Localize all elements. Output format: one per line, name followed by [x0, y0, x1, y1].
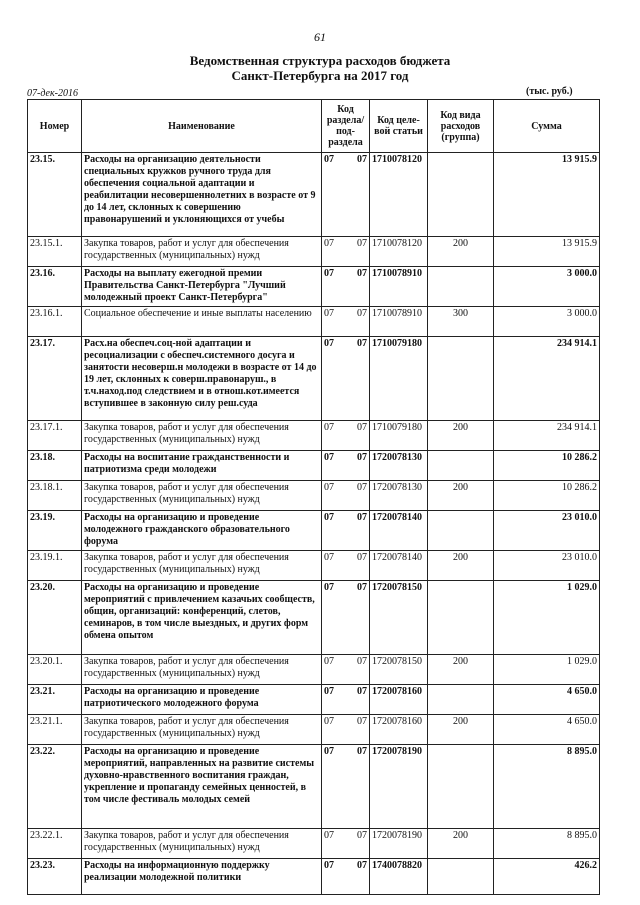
row-number: 23.21.1.: [28, 715, 82, 745]
row-expense-type-code: 200: [428, 655, 494, 685]
row-expense-type-code: 200: [428, 829, 494, 859]
row-expense-type-code: [428, 685, 494, 715]
row-target-code: 1720078160: [370, 715, 428, 745]
row-number: 23.19.1.: [28, 551, 82, 581]
row-name: Закупка товаров, работ и услуг для обеспечения государственных (муниципальных) нужд: [82, 655, 322, 685]
table-row: [28, 745, 600, 829]
subsection-code: 07: [357, 860, 367, 871]
row-number: 23.16.1.: [28, 307, 82, 337]
document-title: [0, 53, 640, 83]
row-section-code: [322, 421, 370, 451]
row-expense-type-code: [428, 511, 494, 551]
subsection-code: 07: [357, 686, 367, 697]
row-number: 23.22.: [28, 745, 82, 829]
row-section-code: [322, 337, 370, 421]
section-code: 07: [324, 552, 334, 563]
row-target-code: 1710079180: [370, 421, 428, 451]
row-target-code: 1710078910: [370, 267, 428, 307]
row-amount: 234 914.1: [494, 421, 600, 451]
row-expense-type-code: [428, 153, 494, 237]
section-code: 07: [324, 268, 334, 279]
row-number: 23.19.: [28, 511, 82, 551]
row-section-code: [322, 511, 370, 551]
table-row: [28, 307, 600, 337]
row-section-code: [322, 451, 370, 481]
row-name: Закупка товаров, работ и услуг для обеспечения государственных (муниципальных) нужд: [82, 237, 322, 267]
row-expense-type-code: 200: [428, 551, 494, 581]
row-number: 23.22.1.: [28, 829, 82, 859]
subsection-code: 07: [357, 238, 367, 249]
row-name: Расходы на организацию и проведение патриотического молодежного форума: [82, 685, 322, 715]
row-name: Расходы на организацию и проведение мероприятий, направленных на развитие системы духовно-нравственного воспитания граждан, укрепление и пропаганду семейных ценностей, в том числе фестиваль молодых семей: [82, 745, 322, 829]
section-code: 07: [324, 830, 334, 841]
row-target-code: 1710078910: [370, 307, 428, 337]
subsection-code: 07: [357, 830, 367, 841]
row-number: 23.18.: [28, 451, 82, 481]
row-name: Социальное обеспечение и иные выплаты населению: [82, 307, 322, 337]
row-name: Расходы на воспитание гражданственности и патриотизма среди молодежи: [82, 451, 322, 481]
row-amount: 234 914.1: [494, 337, 600, 421]
subsection-code: 07: [357, 552, 367, 563]
row-expense-type-code: [428, 581, 494, 655]
row-section-code: [322, 481, 370, 511]
section-code: 07: [324, 238, 334, 249]
subsection-code: 07: [357, 716, 367, 727]
section-code: 07: [324, 452, 334, 463]
section-code: 07: [324, 154, 334, 165]
table-row: [28, 421, 600, 451]
row-name: Расходы на выплату ежегодной премии Правительства Санкт-Петербурга "Лучший молодежный проект Санкт-Петербурга": [82, 267, 322, 307]
row-amount: 10 286.2: [494, 481, 600, 511]
subsection-code: 07: [357, 268, 367, 279]
subsection-code: 07: [357, 746, 367, 757]
row-number: 23.17.: [28, 337, 82, 421]
row-amount: 1 029.0: [494, 655, 600, 685]
subsection-code: 07: [357, 656, 367, 667]
row-section-code: [322, 715, 370, 745]
section-code: 07: [324, 482, 334, 493]
row-number: 23.20.: [28, 581, 82, 655]
row-amount: 3 000.0: [494, 307, 600, 337]
table-row: [28, 551, 600, 581]
subsection-code: 07: [357, 154, 367, 165]
row-expense-type-code: [428, 745, 494, 829]
section-code: 07: [324, 512, 334, 523]
row-target-code: 1710078120: [370, 237, 428, 267]
table-row: [28, 829, 600, 859]
row-number: 23.16.: [28, 267, 82, 307]
row-amount: 4 650.0: [494, 685, 600, 715]
row-target-code: 1710078120: [370, 153, 428, 237]
budget-table: [27, 99, 600, 895]
row-number: 23.23.: [28, 859, 82, 895]
section-code: 07: [324, 308, 334, 319]
row-target-code: 1740078820: [370, 859, 428, 895]
row-amount: 8 895.0: [494, 745, 600, 829]
table-header: [28, 100, 600, 153]
units-label: (тыс. руб.): [526, 86, 573, 97]
row-expense-type-code: [428, 267, 494, 307]
subsection-code: 07: [357, 512, 367, 523]
row-section-code: [322, 859, 370, 895]
section-code: 07: [324, 686, 334, 697]
section-code: 07: [324, 746, 334, 757]
row-target-code: 1720078150: [370, 581, 428, 655]
row-amount: 23 010.0: [494, 551, 600, 581]
row-expense-type-code: 200: [428, 237, 494, 267]
row-target-code: 1710079180: [370, 337, 428, 421]
row-expense-type-code: 200: [428, 421, 494, 451]
header-csr: Код целе- вой статьи: [370, 100, 428, 153]
row-target-code: 1720078190: [370, 745, 428, 829]
row-name: Закупка товаров, работ и услуг для обеспечения государственных (муниципальных) нужд: [82, 715, 322, 745]
section-code: 07: [324, 338, 334, 349]
row-name: Расходы на информационную поддержку реализации молодежной политики: [82, 859, 322, 895]
table-row: [28, 511, 600, 551]
table-row: [28, 715, 600, 745]
row-amount: 426.2: [494, 859, 600, 895]
section-code: 07: [324, 716, 334, 727]
title-line-2: Санкт-Петербурга на 2017 год: [231, 68, 409, 83]
row-section-code: [322, 267, 370, 307]
row-target-code: 1720078140: [370, 551, 428, 581]
row-section-code: [322, 307, 370, 337]
row-section-code: [322, 581, 370, 655]
row-amount: 8 895.0: [494, 829, 600, 859]
title-line-1: Ведомственная структура расходов бюджета: [189, 53, 451, 68]
table-row: [28, 237, 600, 267]
section-code: 07: [324, 860, 334, 871]
table-row: [28, 685, 600, 715]
table-row: [28, 581, 600, 655]
row-amount: 4 650.0: [494, 715, 600, 745]
row-name: Расх.на обеспеч.соц-ной адаптации и ресоциализации с обеспеч.системного досуга и занятости несоверш.н молодежи в возрасте от 14 до 19 лет, склонных к соверш.правонаруш., в т.ч.наход.под следствием и в отнош.кот.имеется вступившее в законную силу реш.суда: [82, 337, 322, 421]
row-section-code: [322, 685, 370, 715]
row-expense-type-code: [428, 859, 494, 895]
row-number: 23.15.1.: [28, 237, 82, 267]
row-amount: 1 029.0: [494, 581, 600, 655]
row-target-code: 1720078130: [370, 481, 428, 511]
section-code: 07: [324, 582, 334, 593]
table-row: [28, 451, 600, 481]
row-section-code: [322, 153, 370, 237]
table-row: [28, 267, 600, 307]
row-name: Расходы на организацию и проведение молодежного гражданского образовательного форума: [82, 511, 322, 551]
row-target-code: 1720078140: [370, 511, 428, 551]
subsection-code: 07: [357, 308, 367, 319]
row-name: Закупка товаров, работ и услуг для обеспечения государственных (муниципальных) нужд: [82, 421, 322, 451]
subsection-code: 07: [357, 422, 367, 433]
section-code: 07: [324, 422, 334, 433]
subsection-code: 07: [357, 482, 367, 493]
row-expense-type-code: [428, 451, 494, 481]
row-section-code: [322, 551, 370, 581]
header-section: Код раздела/ под- раздела: [322, 100, 370, 153]
row-target-code: 1720078190: [370, 829, 428, 859]
subsection-code: 07: [357, 338, 367, 349]
header-name: Наименование: [82, 100, 322, 153]
table-row: [28, 655, 600, 685]
table-row: [28, 859, 600, 895]
row-number: 23.17.1.: [28, 421, 82, 451]
table-row: [28, 337, 600, 421]
row-name: Закупка товаров, работ и услуг для обеспечения государственных (муниципальных) нужд: [82, 829, 322, 859]
row-expense-type-code: 200: [428, 481, 494, 511]
row-name: Закупка товаров, работ и услуг для обеспечения государственных (муниципальных) нужд: [82, 551, 322, 581]
row-section-code: [322, 237, 370, 267]
row-target-code: 1720078160: [370, 685, 428, 715]
row-name: Расходы на организацию деятельности специальных кружков ручного труда для обеспечения социальной адаптации и реабилитации несовершеннолетних в возрасте от 9 до 14 лет, склонных к совершению правонарушений и уклоняющихся от учебы: [82, 153, 322, 237]
row-target-code: 1720078130: [370, 451, 428, 481]
row-target-code: 1720078150: [370, 655, 428, 685]
row-amount: 13 915.9: [494, 237, 600, 267]
header-num: Номер: [28, 100, 82, 153]
row-name: Расходы на организацию и проведение мероприятий с привлечением казачьих сообществ, общин, организаций: конференций, слетов, семинаров, в том числе выездных, и других форм обмена опытом: [82, 581, 322, 655]
row-number: 23.18.1.: [28, 481, 82, 511]
header-vr: Код вида расходов (группа): [428, 100, 494, 153]
subsection-code: 07: [357, 582, 367, 593]
report-date: 07-дек-2016: [27, 88, 78, 99]
row-expense-type-code: 300: [428, 307, 494, 337]
subsection-code: 07: [357, 452, 367, 463]
row-section-code: [322, 745, 370, 829]
row-amount: 13 915.9: [494, 153, 600, 237]
row-expense-type-code: [428, 337, 494, 421]
table-row: [28, 153, 600, 237]
row-section-code: [322, 829, 370, 859]
row-expense-type-code: 200: [428, 715, 494, 745]
row-section-code: [322, 655, 370, 685]
table-body: [28, 153, 600, 895]
row-amount: 23 010.0: [494, 511, 600, 551]
row-name: Закупка товаров, работ и услуг для обеспечения государственных (муниципальных) нужд: [82, 481, 322, 511]
row-amount: 10 286.2: [494, 451, 600, 481]
header-sum: Сумма: [494, 100, 600, 153]
table-row: [28, 481, 600, 511]
row-number: 23.21.: [28, 685, 82, 715]
row-amount: 3 000.0: [494, 267, 600, 307]
section-code: 07: [324, 656, 334, 667]
page-number: 61: [314, 30, 326, 44]
row-number: 23.20.1.: [28, 655, 82, 685]
row-number: 23.15.: [28, 153, 82, 237]
